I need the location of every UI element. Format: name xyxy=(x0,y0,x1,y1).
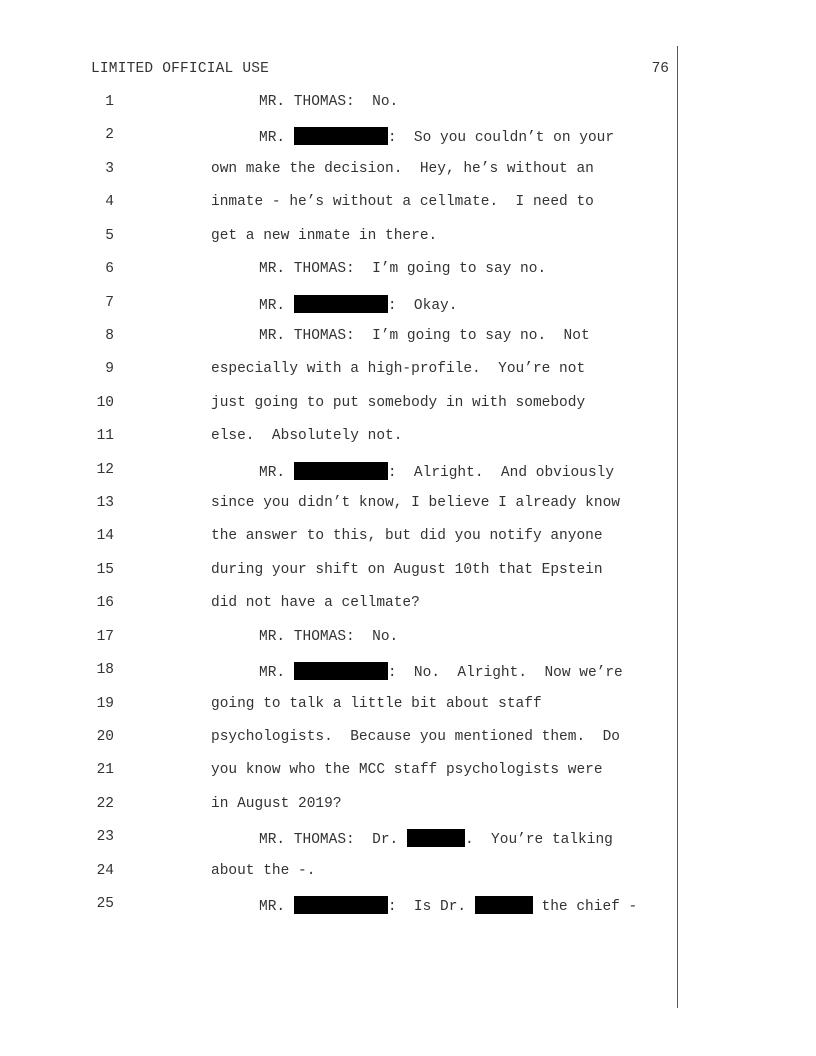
line-text xyxy=(211,528,603,544)
line-number: 9 xyxy=(105,361,114,378)
line-number: 5 xyxy=(105,227,114,244)
line-text xyxy=(211,863,315,879)
text-segment: MR. THOMAS: Dr. xyxy=(259,832,407,849)
line-text xyxy=(211,361,585,377)
transcript-line xyxy=(0,629,816,649)
transcript-line xyxy=(0,395,816,415)
line-number: 2 xyxy=(105,127,114,144)
transcript-line xyxy=(0,729,816,749)
text-segment: MR. xyxy=(259,899,294,916)
line-text xyxy=(259,896,637,915)
line-text xyxy=(259,462,614,481)
line-text xyxy=(211,161,594,177)
page-number: 76 xyxy=(651,61,669,77)
transcript-line xyxy=(0,194,816,214)
transcript-line xyxy=(0,863,816,883)
transcript-line xyxy=(0,796,816,816)
line-text xyxy=(211,562,603,578)
text-segment: : Alright. And obviously xyxy=(387,464,615,481)
redaction-block xyxy=(294,662,388,680)
transcript-line xyxy=(0,462,816,482)
text-segment: own make the decision. Hey, he’s without an xyxy=(211,160,594,177)
transcript-line xyxy=(0,495,816,515)
line-text xyxy=(259,261,546,277)
text-segment: about the -. xyxy=(211,862,316,879)
text-segment: MR. xyxy=(259,464,294,481)
text-segment: MR. xyxy=(259,665,294,682)
text-segment: the chief - xyxy=(532,899,638,916)
line-number: 7 xyxy=(105,294,114,311)
transcript-line xyxy=(0,428,816,448)
text-segment: : So you couldn’t on your xyxy=(387,130,615,147)
line-text xyxy=(211,796,342,812)
line-number: 3 xyxy=(105,160,114,177)
line-text xyxy=(211,729,620,745)
line-text xyxy=(211,595,420,611)
text-segment: you know who the MCC staff psychologists were xyxy=(211,762,603,779)
text-segment: going to talk a little bit about staff xyxy=(211,695,542,712)
transcript-line xyxy=(0,595,816,615)
transcript-line xyxy=(0,696,816,716)
text-segment: MR. THOMAS: I’m going to say no. xyxy=(259,261,547,278)
transcript-line xyxy=(0,528,816,548)
text-segment: : No. Alright. Now we’re xyxy=(387,665,623,682)
transcript-line xyxy=(0,896,816,916)
line-text xyxy=(211,194,594,210)
redaction-block xyxy=(294,896,388,914)
line-text xyxy=(211,495,620,511)
line-number: 4 xyxy=(105,194,114,211)
line-number: 13 xyxy=(96,495,114,512)
line-text xyxy=(259,94,398,110)
line-number: 16 xyxy=(96,595,114,612)
text-segment: . You’re talking xyxy=(464,832,613,849)
transcript-line xyxy=(0,328,816,348)
transcript-line xyxy=(0,161,816,181)
line-number: 14 xyxy=(96,528,114,545)
text-segment: the answer to this, but did you notify anyone xyxy=(211,528,603,545)
text-segment: MR. THOMAS: I’m going to say no. Not xyxy=(259,327,590,344)
transcript-line xyxy=(0,662,816,682)
text-segment: psychologists. Because you mentioned them. Do xyxy=(211,728,620,745)
redaction-block xyxy=(475,896,533,914)
line-number: 23 xyxy=(96,829,114,846)
line-text xyxy=(211,762,603,778)
line-text xyxy=(211,228,437,244)
transcript-line xyxy=(0,295,816,315)
line-text xyxy=(259,127,614,146)
text-segment: during your shift on August 10th that Epstein xyxy=(211,561,603,578)
line-text xyxy=(211,428,402,444)
line-number: 12 xyxy=(96,461,114,478)
text-segment: especially with a high-profile. You’re not xyxy=(211,361,586,378)
line-number: 18 xyxy=(96,662,114,679)
text-segment: MR. xyxy=(259,130,294,147)
transcript-line xyxy=(0,829,816,849)
redaction-block xyxy=(407,829,465,847)
transcript-line xyxy=(0,361,816,381)
transcript-line xyxy=(0,94,816,114)
transcript-line xyxy=(0,127,816,147)
transcript-line xyxy=(0,228,816,248)
line-number: 11 xyxy=(96,428,114,445)
transcript-line xyxy=(0,261,816,281)
line-text xyxy=(211,696,542,712)
classification-header: LIMITED OFFICIAL USE xyxy=(91,61,270,77)
line-text xyxy=(211,395,585,411)
transcript-line xyxy=(0,562,816,582)
line-text xyxy=(259,328,590,344)
line-number: 15 xyxy=(96,561,114,578)
redaction-block xyxy=(294,462,388,480)
line-number: 6 xyxy=(105,261,114,278)
line-text xyxy=(259,829,613,848)
line-number: 22 xyxy=(96,795,114,812)
text-segment: did not have a cellmate? xyxy=(211,595,420,612)
text-segment: MR. THOMAS: No. xyxy=(259,628,399,645)
text-segment: get a new inmate in there. xyxy=(211,227,438,244)
line-text xyxy=(259,629,398,645)
line-number: 20 xyxy=(96,728,114,745)
text-segment: MR. xyxy=(259,297,294,314)
line-number: 8 xyxy=(105,327,114,344)
line-number: 17 xyxy=(96,628,114,645)
text-segment: : Is Dr. xyxy=(387,899,475,916)
line-text xyxy=(259,662,623,681)
text-segment: MR. THOMAS: No. xyxy=(259,94,399,110)
line-number: 10 xyxy=(96,394,114,411)
transcript-line xyxy=(0,762,816,782)
line-number: 25 xyxy=(96,896,114,913)
text-segment: just going to put somebody in with somebody xyxy=(211,394,586,411)
line-text xyxy=(259,295,457,314)
text-segment: inmate - he’s without a cellmate. I need to xyxy=(211,194,594,211)
line-number: 19 xyxy=(96,695,114,712)
text-segment: else. Absolutely not. xyxy=(211,428,403,445)
line-number: 1 xyxy=(105,94,114,110)
text-segment: since you didn’t know, I believe I already know xyxy=(211,495,620,512)
line-number: 21 xyxy=(96,762,114,779)
text-segment: in August 2019? xyxy=(211,795,342,812)
redaction-block xyxy=(294,295,388,313)
line-number: 24 xyxy=(96,862,114,879)
redaction-block xyxy=(294,127,388,145)
text-segment: : Okay. xyxy=(387,297,458,314)
